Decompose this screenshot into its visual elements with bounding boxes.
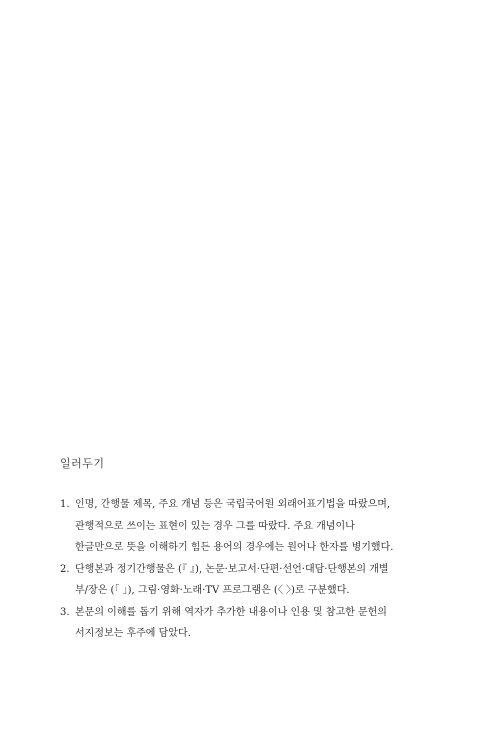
note-line: 한글만으로 뜻을 이해하기 힘든 용어의 경우에는 원어나 한자를 병기했다.: [75, 542, 394, 553]
note-line: 서지정보는 후주에 담았다.: [75, 628, 191, 639]
note-item-2: [60, 559, 445, 602]
note-item-1: [60, 494, 445, 559]
note-text: [75, 559, 445, 602]
note-text: [75, 494, 445, 559]
note-number: 3.: [60, 606, 70, 618]
note-item-3: [60, 602, 445, 645]
note-text: [75, 602, 445, 645]
note-line: 단행본과 정기간행물은 (『 』), 논문·보고서·단편·선언·대담·단행본의 개별: [75, 563, 389, 575]
note-line: 본문의 이해를 돕기 위해 역자가 추가한 내용이나 인용 및 참고한 문헌의: [75, 606, 387, 618]
note-line: 관행적으로 쓰이는 표현이 있는 경우 그를 따랐다. 주요 개념이나: [75, 520, 355, 532]
note-line: 인명, 간행물 제목, 주요 개념 등은 국립국어원 외래어표기법을 따랐으며,: [75, 499, 391, 510]
editorial-notes: [60, 456, 445, 645]
notes-list: [60, 494, 445, 645]
note-number: 2.: [60, 563, 70, 575]
note-number: 1.: [60, 499, 70, 510]
note-line: 부/장은 (「 」), 그림·영화·노래·TV 프로그램은 (〈 〉)로 구분했다.: [75, 585, 350, 596]
notes-heading: 일러두기: [60, 457, 105, 470]
